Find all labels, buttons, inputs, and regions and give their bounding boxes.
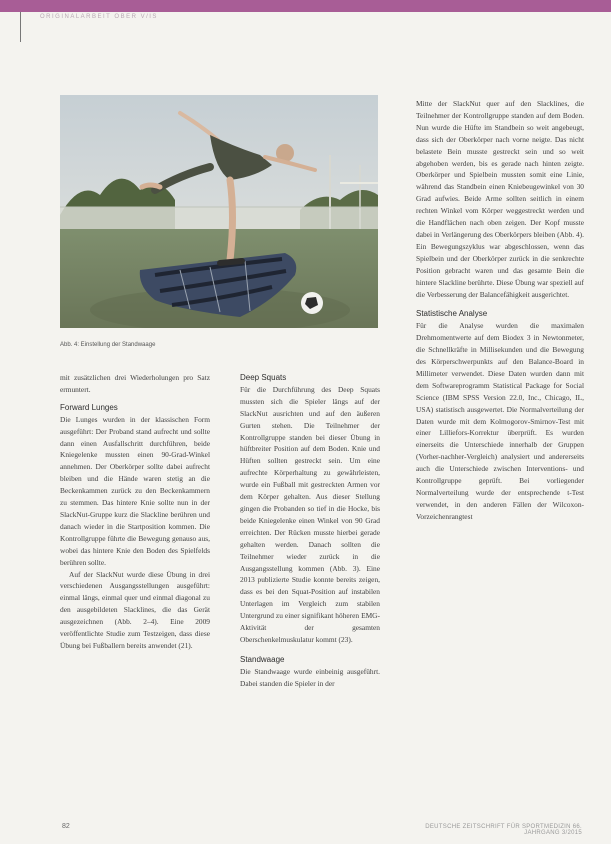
binding-gutter-line <box>20 12 21 42</box>
paragraph: Die Standwaage wurde einbeinig ausgeführt. Dabei standen die Spieler in der <box>240 666 380 688</box>
paragraph: Mitte der SlackNut quer auf den Slacklines, die Teilnehmer der Kontrollgruppe standen auf dem Boden. Nun wurde die Hüfte im Standbein so weit angebeugt, dass sich der Oberkörper nach vorne neigte. Das nicht belastete Bein musste gestreckt sein und so weit abgehoben werden, bis es gerade nach hinten zeigte. Oberkörper und Spielbein mussten somit eine Linie, während das Standbein einen Kniebeugewinkel von 30 Grad aufwies. Beide Arme sollten seitlich in einem rechten Winkel vom Körper weggestreckt werden und die Handflächen nach oben zeigen. Der Kopf musste dabei in Verlängerung des Oberkörpers bleiben (Abb. 4). Ein Bewegungszyklus war abgeschlossen, wenn das Spielbein und der Oberkörper zurück in die senkrechte Position gebracht waren und das gesamte Bein die hintere Slackline berührte. Diese Übung war speziell auf die Verbesserung der Balancefähigkeit ausgerichtet. <box>416 99 584 299</box>
text-column-middle <box>240 372 380 690</box>
page-number: 82 <box>62 823 70 830</box>
paragraph: Auf der SlackNut wurde diese Übung in drei verschiedenen Ausgangsstellungen ausgeführt: einmal längs, einmal quer und einmal diagonal zu den ausgebildeten Slacklines, die das Gerät ausgezeichnen (Abb. 2–4). Eine 2009 veröffentlichte Studie zum Testzeigen, dass diese Übung bei Fußballern bereits anwendet (21). <box>60 569 210 650</box>
section-heading: Forward Lunges <box>60 402 118 412</box>
paragraph: mit zusätzlichen drei Wiederholungen pro Satz ermuntert. <box>60 373 210 394</box>
section-heading: Standwaage <box>240 654 285 664</box>
paragraph: Für die Analyse wurden die maximalen Drehmomentwerte auf dem Biodex 3 in Newtonmeter, die Schnellkräfte in Millisekunden und die Bewegung des Körperschwerpunkts auf den Balance-Board in Millimeter verwendet. Diese Daten wurden dann mit dem Softwareprogramm Statistical Package for Social Science (IBM SPSS Version 22.0, Inc., Chicago, IL, USA) statistisch ausgewertet. Die Normalverteilung der Daten wurde mit dem Kolmogorov-Smirnov-Test mit einer Lilliefors-Korrektur überprüft. Es wurden einerseits die Unterschiede innerhalb der Gruppen (Vorher-nachher-Vergleich) analysiert und andererseits auch die Unterschiede zwischen Interventions- und Kontrollgruppe geprüft. Bei vorliegender Normalverteilung wurde der entsprechende t-Test verwendet, in den anderen Fällen der Wilcoxon-Vorzeichenrangtest <box>416 321 584 521</box>
section-heading: Deep Squats <box>240 373 287 382</box>
section-heading: Statistische Analyse <box>416 309 488 319</box>
journal-footer: DEUTSCHE ZEITSCHRIFT FÜR SPORTMEDIZIN 66. JAHRGANG 3/2015 <box>425 824 582 836</box>
running-title: ORIGINALARBEIT OBER V/IS <box>40 14 158 20</box>
text-column-left <box>60 372 210 652</box>
magazine-accent-bar <box>0 0 611 12</box>
figure-photo-standwaage <box>60 95 378 328</box>
paragraph: Die Lunges wurden in der klassischen Form ausgeführt: Der Proband stand aufrecht und sollte dann einen Ausfallschritt durchführen, beide Kniegelenke mussten einen 90-Grad-Winkel annehmen. Der Oberkörper sollte dabei aufrecht bleiben und die Hände waren stetig an die Beckenkammen zurück zu den Beckenkammern zu stemmen. Das hintere Knie sollte nun in der SlackNut-Gruppe kurz die Slackline berühren und danach wieder in die Startposition kommen. Die Kontrollgruppe führte die Bewegung genauso aus, wobei das hintere Knie den Boden des Spielfelds berühren sollte. <box>60 414 210 567</box>
text-column-right <box>416 98 584 523</box>
figure-caption: Abb. 4: Einstellung der Standwaage <box>60 342 156 348</box>
paragraph: Für die Durchführung des Deep Squats mussten sich die Spieler längs auf der SlackNut ausrichten und auf den äußeren Gurten stehen. Die Teilnehmer der Kontrollgruppe standen bei dieser Übung in hüftbreiter Position auf dem Boden. Knie und Hüften sollten gestreckt sein. Um eine aufrechte Körperhaltung zu gewährleisten, wurde ein Fußball mit gestreckten Armen vor dem Körper gehalten. Aus dieser Stellung gingen die Probanden so tief in die Hocke, bis beide Kniegelenke einen Winkel von 90 Grad erreichten. Der Rücken musste hierbei gerade gehalten werden. Danach sollten die Teilnehmer wieder zurück in die Ausgangsstellung kommen (Abb. 3). Eine 2013 publizierte Studie konnte bereits zeigen, dass es bei den Squat-Position auf instabilen Unterlagen im Vergleich zum stabilen Untergrund zu einer signifikant höheren EMG-Aktivität der gesamten Oberschenkelmuskulatur kommt (23). <box>240 384 380 644</box>
